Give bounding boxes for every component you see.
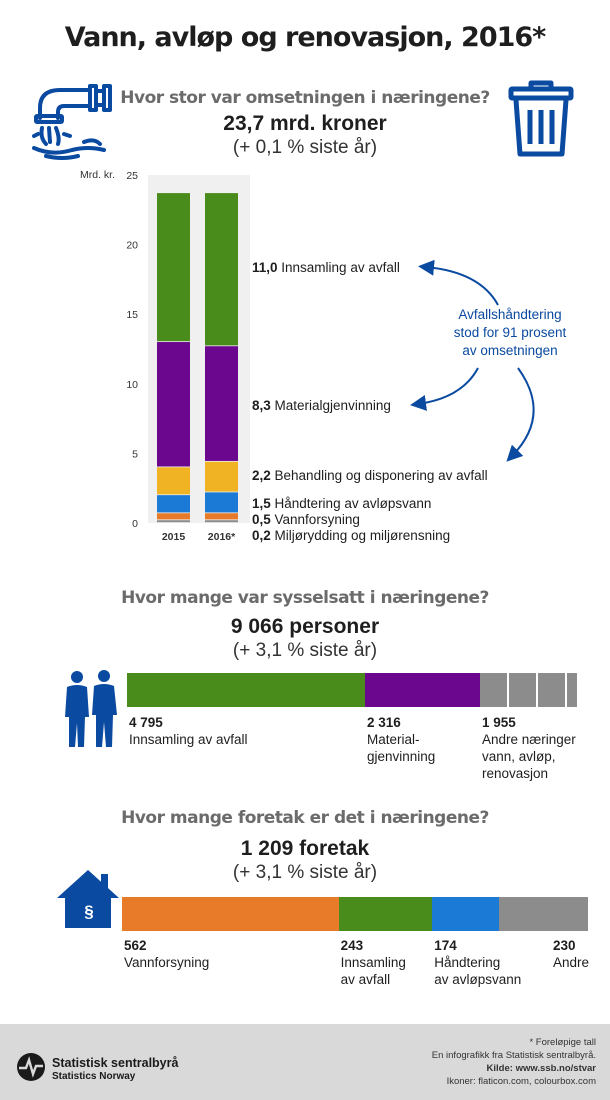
- annotation-arrows: [400, 250, 570, 480]
- x-tick-label: 2015: [161, 531, 186, 543]
- segment-label: [129, 714, 248, 748]
- svg-text:§: §: [84, 902, 94, 921]
- bar-segment: [205, 193, 238, 345]
- series-name: Vannforsyning: [270, 512, 360, 527]
- bar-segment: [205, 520, 238, 522]
- footer-credit: En infografikk fra Statistisk sentralbyrå.: [431, 1050, 596, 1061]
- bar-segment: [157, 342, 190, 466]
- bar-segment: [127, 673, 365, 707]
- series-value: 8,3: [252, 398, 271, 413]
- curved-arrow-icon: [418, 368, 478, 404]
- house-icon: [55, 868, 121, 930]
- bar-segment: [205, 462, 238, 492]
- segment-text: Andre: [553, 955, 590, 970]
- bar-segment: [157, 513, 190, 519]
- turnover-question: Hvor stor var omsetningen i næringene?: [120, 88, 490, 108]
- segment-text: Innsamling av avfall: [129, 732, 248, 747]
- segment-value: 2 316: [367, 715, 401, 730]
- bar-segment: [157, 467, 190, 494]
- segment-value: 1 955: [481, 715, 516, 730]
- page-title: Vann, avløp og renovasjon, 2016*: [64, 22, 546, 53]
- segment-text: Håndtering: [434, 955, 501, 970]
- segment-text: av avfall: [340, 972, 391, 987]
- footer-note: * Foreløpige tall: [529, 1037, 596, 1048]
- series-name: Miljørydding og miljørensning: [270, 528, 451, 543]
- segment-value: 243: [340, 938, 364, 953]
- y-tick-label: 25: [126, 170, 138, 182]
- series-label: [252, 259, 400, 276]
- bar-segment: [365, 673, 480, 707]
- bar-segment: [339, 897, 433, 931]
- bar-segment: [157, 520, 190, 522]
- segment-label: [124, 937, 209, 971]
- segment-label: [553, 937, 589, 971]
- segment-label: [367, 714, 435, 765]
- series-label: [252, 527, 450, 544]
- bar-segment: [205, 492, 238, 512]
- segment-label: [434, 937, 521, 988]
- segment-text: gjenvinning: [367, 749, 436, 764]
- bar-segment: [480, 673, 577, 707]
- logo-name: Statistisk sentralbyrå: [52, 1056, 179, 1070]
- y-tick-label: 15: [126, 309, 138, 322]
- bar-segment: [122, 897, 339, 931]
- segment-text: renovasjon: [481, 766, 548, 781]
- y-tick-label: 5: [132, 448, 138, 461]
- segment-value: 562: [124, 938, 147, 953]
- series-name: Behandling og disponering av avfall: [270, 468, 488, 483]
- people-icon: [62, 667, 120, 749]
- segment-text: vann, avløp,: [481, 749, 556, 764]
- bar-segment: [157, 193, 190, 341]
- x-tick-label: 2016*: [207, 531, 236, 543]
- series-label: [252, 397, 391, 414]
- series-value: 0,2: [252, 528, 271, 543]
- y-tick-label: 10: [126, 378, 138, 391]
- footer-text: [432, 1036, 596, 1088]
- employment-change: (+ 3,1 % siste år): [232, 640, 378, 661]
- segment-value: 174: [434, 938, 457, 953]
- y-axis-label: Mrd. kr.: [80, 169, 116, 181]
- segment-text: av avløpsvann: [434, 972, 522, 987]
- series-value: 2,2: [252, 468, 271, 483]
- series-label: [252, 495, 431, 512]
- series-value: 11,0: [252, 260, 278, 275]
- segment-text: Andre næringer: [481, 732, 576, 747]
- series-label: [252, 511, 360, 528]
- firms-change: (+ 3,1 % siste år): [232, 862, 378, 883]
- annotation-line-1: Avfallshåndtering: [458, 307, 562, 322]
- logo-name-en: Statistics Norway: [52, 1071, 136, 1082]
- series-value: 1,5: [252, 496, 271, 511]
- segment-text: Vannforsyning: [124, 955, 210, 970]
- segment-text: Innsamling: [340, 955, 406, 970]
- series-name: Innsamling av avfall: [277, 260, 400, 275]
- turnover-change: (+ 0,1 % siste år): [232, 137, 378, 158]
- firms-question: Hvor mange foretak er det i næringene?: [121, 808, 489, 828]
- y-tick-label: 0: [132, 518, 138, 530]
- segment-value: 230: [553, 938, 576, 953]
- curved-arrow-icon: [512, 368, 534, 456]
- employment-bar: [127, 673, 577, 707]
- bar-segment: [205, 513, 238, 519]
- ssb-logo-icon: [16, 1052, 46, 1082]
- bar-segment: [157, 495, 190, 512]
- series-name: Materialgjenvinning: [270, 398, 391, 413]
- bar-segment: [432, 897, 499, 931]
- curved-arrow-icon: [426, 267, 498, 305]
- segment-label: [482, 714, 576, 782]
- annotation-line-2: stod for 91 prosent: [453, 325, 567, 340]
- footer-icons: Ikoner: flaticon.com, colourbox.com: [446, 1076, 596, 1087]
- series-value: 0,5: [252, 512, 271, 527]
- footer-source: Kilde: www.ssb.no/stvar: [486, 1063, 596, 1074]
- firms-bar: [122, 897, 588, 931]
- bar-segment: [205, 346, 238, 461]
- firms-headline: 1 209 foretak: [240, 837, 370, 860]
- turnover-headline: 23,7 mrd. kroner: [223, 112, 387, 135]
- employment-headline: 9 066 personer: [230, 615, 380, 638]
- segment-value: 4 795: [129, 715, 163, 730]
- segment-text: Material-: [367, 732, 420, 747]
- segment-label: [341, 937, 406, 988]
- annotation-line-3: av omsetningen: [462, 343, 558, 358]
- bar-segment: [499, 897, 588, 931]
- employment-question: Hvor mange var sysselsatt i næringene?: [121, 588, 489, 608]
- y-tick-label: 20: [126, 239, 138, 252]
- series-name: Håndtering av avløpsvann: [270, 496, 432, 511]
